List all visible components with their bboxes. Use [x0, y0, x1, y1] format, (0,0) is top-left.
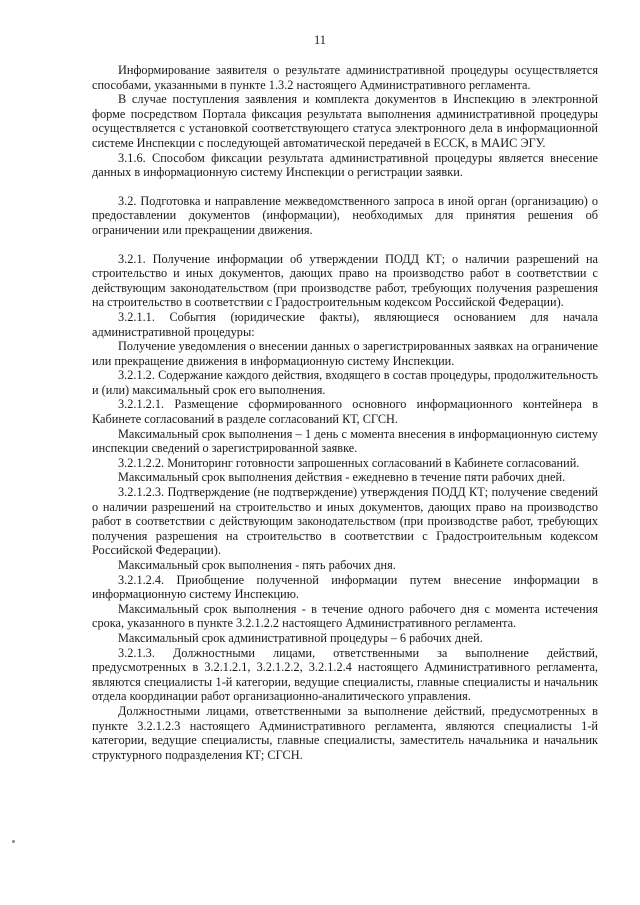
paragraph: В случае поступления заявления и комплекта документов в Инспекцию в электронной форме посредством Портала фиксация результата выполнения административной процедуры осуществляется с установкой соответствующего статуса электронного дела в информационной системе Инспекции с последующей автоматической передачей в ЕССК, в МАИС ЭГУ.	[92, 92, 598, 150]
paragraph: 3.2.1.2.3. Подтверждение (не подтверждение) утверждения ПОДД КТ; получение сведений о наличии разрешений на строительство и иных документов, дающих право на производство работ в соответствии с действующим законодательством (при производстве работ, требующих получения разрешения на строительство в соответствии с Градостроительным кодексом Российской Федерации).	[92, 485, 598, 558]
paragraph: 3.2.1. Получение информации об утверждении ПОДД КТ; о наличии разрешений на строительство и иных документов, дающих право на производство работ в соответствии с действующим законодательством (при производстве работ, требующих получения разрешения на строительство в соответствии с Градостроительным кодексом Российской Федерации).	[92, 251, 598, 310]
section-heading-paragraph: 3.2. Подготовка и направление межведомственного запроса в иной орган (организацию) о предоставлении документов (информации), необходимых для принятия решения об ограничении или прекращении движения.	[92, 193, 598, 237]
paragraph: 3.2.1.2.4. Приобщение полученной информации путем внесение информации в информационную систему Инспекцию.	[92, 572, 598, 602]
section-gap	[92, 180, 598, 194]
section-gap	[92, 238, 598, 252]
paragraph: Получение уведомления о внесении данных о зарегистрированных заявках на ограничение или прекращение движения в информационную систему Инспекции.	[92, 339, 598, 368]
page-number: 11	[313, 33, 327, 47]
paragraph: 3.2.1.3. Должностными лицами, ответственными за выполнение действий, предусмотренных в 3.2.1.2.1, 3.2.1.2.2, 3.2.1.2.4 настоящего Административного регламента, являются специалисты 1-й категории, ведущие специалисты, главные специалисты и начальник отдела координации работ организационно-аналитического управления.	[92, 645, 598, 704]
margin-dot	[12, 840, 15, 843]
paragraph: 3.2.1.2.1. Размещение сформированного основного информационного контейнера в Кабинете согласований в разделе согласований КТ, СГСН.	[92, 397, 598, 427]
paragraph: 3.1.6. Способом фиксации результата административной процедуры является внесение данных в информационную систему Инспекции о регистрации заявки.	[92, 150, 598, 180]
paragraph: 3.2.1.2. Содержание каждого действия, входящего в состав процедуры, продолжительность и (или) максимальный срок его выполнения.	[92, 368, 598, 397]
paragraph: Максимальный срок выполнения - в течение одного рабочего дня с момента истечения срока, указанного в пункте 3.2.1.2.2 настоящего Административного регламента.	[92, 601, 598, 631]
paragraph: 3.2.1.2.2. Мониторинг готовности запрошенных согласований в Кабинете согласований.	[118, 455, 580, 470]
paragraph: Максимальный срок выполнения – 1 день с момента внесения в информационную систему инспекции сведений о зарегистрированной заявке.	[92, 426, 598, 456]
document-body	[92, 63, 598, 762]
paragraph: Максимальный срок административной процедуры – 6 рабочих дней.	[118, 630, 483, 645]
paragraph: 3.2.1.1. События (юридические факты), являющиеся основанием для начала административной процедуры:	[92, 309, 598, 339]
paragraph: Максимальный срок выполнения действия - ежедневно в течение пяти рабочих дней.	[118, 470, 566, 485]
paragraph: Максимальный срок выполнения - пять рабочих дня.	[118, 558, 396, 572]
paragraph: Должностными лицами, ответственными за выполнение действий, предусмотренных в пункте 3.2.1.2.3 настоящего Административного регламента, являются специалисты 1-й категории, ведущие специалисты, главные специалисты, заместитель начальника и начальник структурного подразделения КТ; СГСН.	[92, 703, 598, 762]
paragraph: Информирование заявителя о результате административной процедуры осуществляется способами, указанными в пункте 1.3.2 настоящего Административного регламента.	[92, 63, 598, 92]
